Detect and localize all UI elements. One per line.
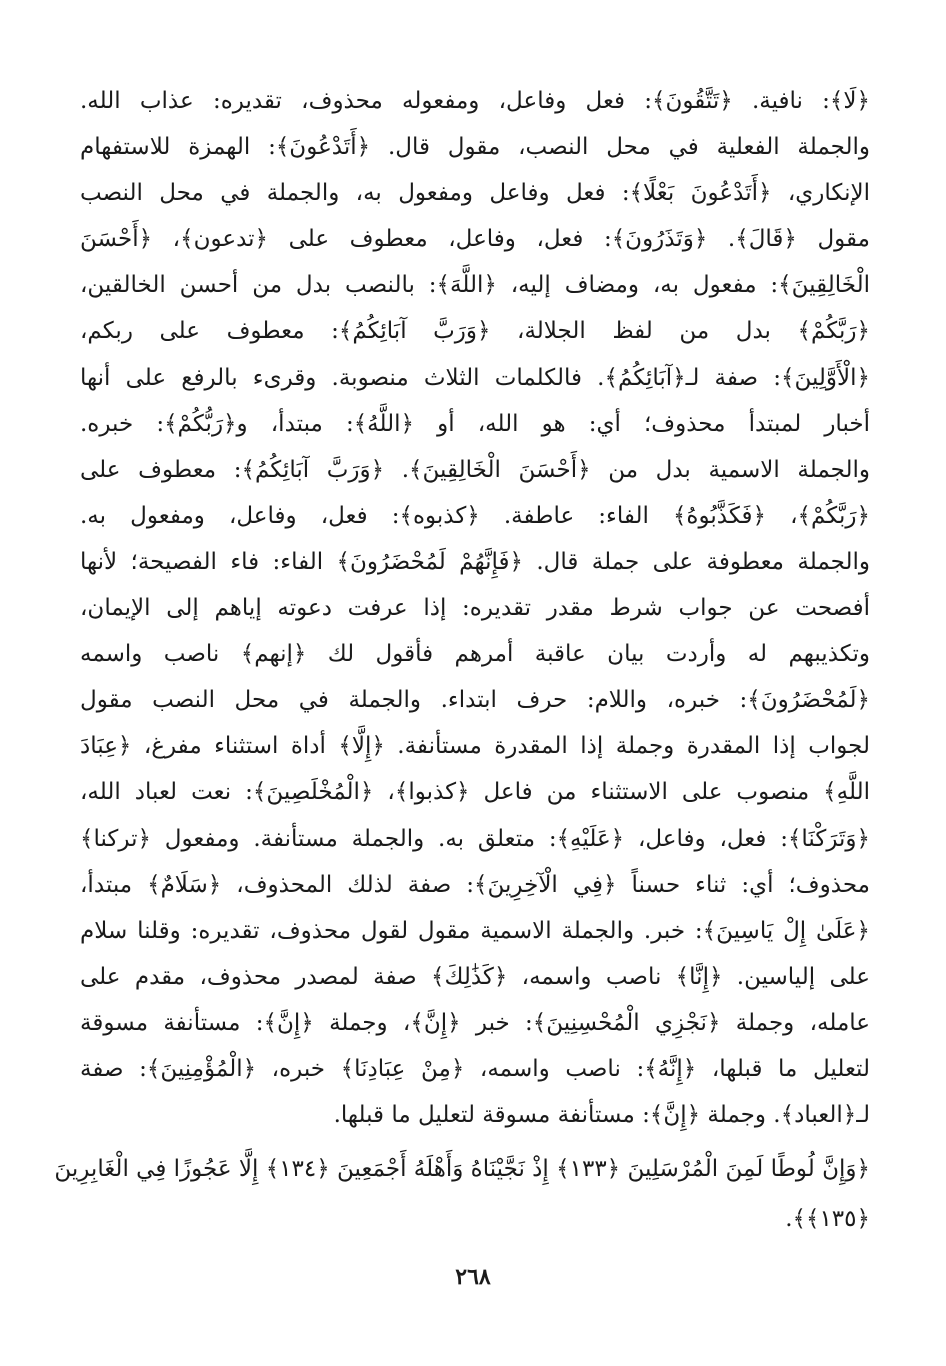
text-line: اللَّهِ﴾ منصوب على الاستثناء من فاعل ﴿كذبوا﴾، ﴿الْمُخْلَصِينَ﴾: نعت لعباد الله، xyxy=(80,779,870,806)
commentary-text xyxy=(80,78,870,1138)
text-line: على إلياسين. ﴿إِنَّا﴾ ناصب واسمه، ﴿كَذَٰلِكَ﴾ صفة لمصدر محذوف، مقدم على xyxy=(80,963,870,990)
text-line: ﴿عَلَىٰ إِلْ يَاسِينَ﴾: خبر. والجملة الاسمية مقول لقول محذوف، تقديره: وقلنا سلام xyxy=(80,917,870,944)
text-line: وتكذيبهم له وأردت بيان عاقبة أمرهم فأقول لك ﴿إنهم﴾ ناصب واسمه xyxy=(80,641,870,668)
text-line: محذوف؛ أي: ثناء حسناً ﴿فِي الْآخِرِينَ﴾: صفة لذلك المحذوف، ﴿سَلَامٌ﴾ مبتدأ، xyxy=(80,871,870,898)
text-line: عامله، وجملة ﴿نَجْزِي الْمُحْسِنِينَ﴾: خبر ﴿إِنَّ﴾، وجملة ﴿إِنَّ﴾: مستأنفة مسوقة xyxy=(80,1009,870,1036)
page-number: ٢٦٨ xyxy=(455,1264,491,1290)
text-line: الْخَالِقِينَ﴾: مفعول به، ومضاف إليه، ﴿اللَّهَ﴾: بالنصب بدل من أحسن الخالقين، xyxy=(80,272,870,299)
text-line: الإنكاري، ﴿أَتَدْعُونَ بَعْلًا﴾: فعل وفاعل ومفعول به، والجملة في محل النصب xyxy=(80,180,870,207)
text-line: والجملة الفعلية في محل النصب، مقول قال. ﴿أَتَدْعُونَ﴾: الهمزة للاستفهام xyxy=(80,134,870,161)
text-line: ﴿رَبَّكُمْ﴾، ﴿فَكَذَّبُوهُ﴾ الفاء: عاطفة. ﴿كذبوه﴾: فعل، وفاعل، ومفعول به. xyxy=(80,502,870,529)
text-line: ﴿رَبَّكُمْ﴾ بدل من لفظ الجلالة، ﴿وَرَبَّ آبَائِكُمُ﴾: معطوف على ربكم، xyxy=(80,318,870,345)
verse-line: ﴿١٣٥﴾﴾. xyxy=(785,1206,870,1232)
text-line: لـ﴿العباد﴾. وجملة ﴿إِنَّ﴾: مستأنفة مسوقة لتعليل ما قبلها. xyxy=(333,1102,870,1129)
text-line: أفصحت عن جواب شرط مقدر تقديره: إذا عرفت دعوته إياهم إلى الإيمان، xyxy=(80,595,870,622)
text-line: والجملة الاسمية بدل من ﴿أَحْسَنَ الْخَالِقِينَ﴾. ﴿وَرَبَّ آبَائِكُمُ﴾: معطوف على xyxy=(80,456,870,483)
text-line: ﴿لَا﴾: نافية. ﴿تَتَّقُونَ﴾: فعل وفاعل، ومفعوله محذوف، تقديره: عذاب الله. xyxy=(80,88,870,114)
text-line: لجواب إذا المقدرة وجملة إذا المقدرة مستأنفة. ﴿إِلَّا﴾ أداة استثناء مفرغ، ﴿عِبَادَ xyxy=(80,733,870,760)
verse-line: ﴿وَإِنَّ لُوطًا لَمِنَ الْمُرْسَلِينَ ﴿١٣٣﴾ إِذْ نَجَّيْنَاهُ وَأَهْلَهُ أَجْمَعِينَ ﴿١٣٤﴾ إِلَّا عَجُوزًا فِي الْغَابِرِينَ xyxy=(54,1156,870,1182)
text-line: لتعليل ما قبلها، ﴿إِنَّهُ﴾: ناصب واسمه، ﴿مِنْ عِبَادِنَا﴾ خبره، ﴿الْمُؤْمِنِينَ﴾: صفة xyxy=(80,1055,870,1082)
text-line: أخبار لمبتدأ محذوف؛ أي: هو الله، أو ﴿اللَّهُ﴾: مبتدأ، و﴿رَبُّكُمْ﴾: خبره. xyxy=(80,410,870,437)
text-line: ﴿لَمُحْضَرُونَ﴾: خبره، واللام: حرف ابتداء. والجملة في محل النصب مقول xyxy=(80,687,870,714)
text-line: ﴿وَتَرَكْنَا﴾: فعل، وفاعل، ﴿عَلَيْهِ﴾: متعلق به. والجملة مستأنفة. ومفعول ﴿تركنا﴾ xyxy=(80,825,870,852)
quran-verse xyxy=(54,1144,870,1244)
text-line: ﴿الْأَوَّلِينَ﴾: صفة لـ﴿آبَائِكُمُ﴾. فالكلمات الثلاث منصوبة. وقرىء بالرفع على أنها xyxy=(80,364,870,391)
text-line: مقول ﴿قَالَ﴾. ﴿وَتَذَرُونَ﴾: فعل، وفاعل، معطوف على ﴿تدعون﴾، ﴿أَحْسَنَ xyxy=(80,226,870,253)
text-line: والجملة معطوفة على جملة قال. ﴿فَإِنَّهُمْ لَمُحْضَرُونَ﴾ الفاء: فاء الفصيحة؛ لأنها xyxy=(80,548,870,575)
